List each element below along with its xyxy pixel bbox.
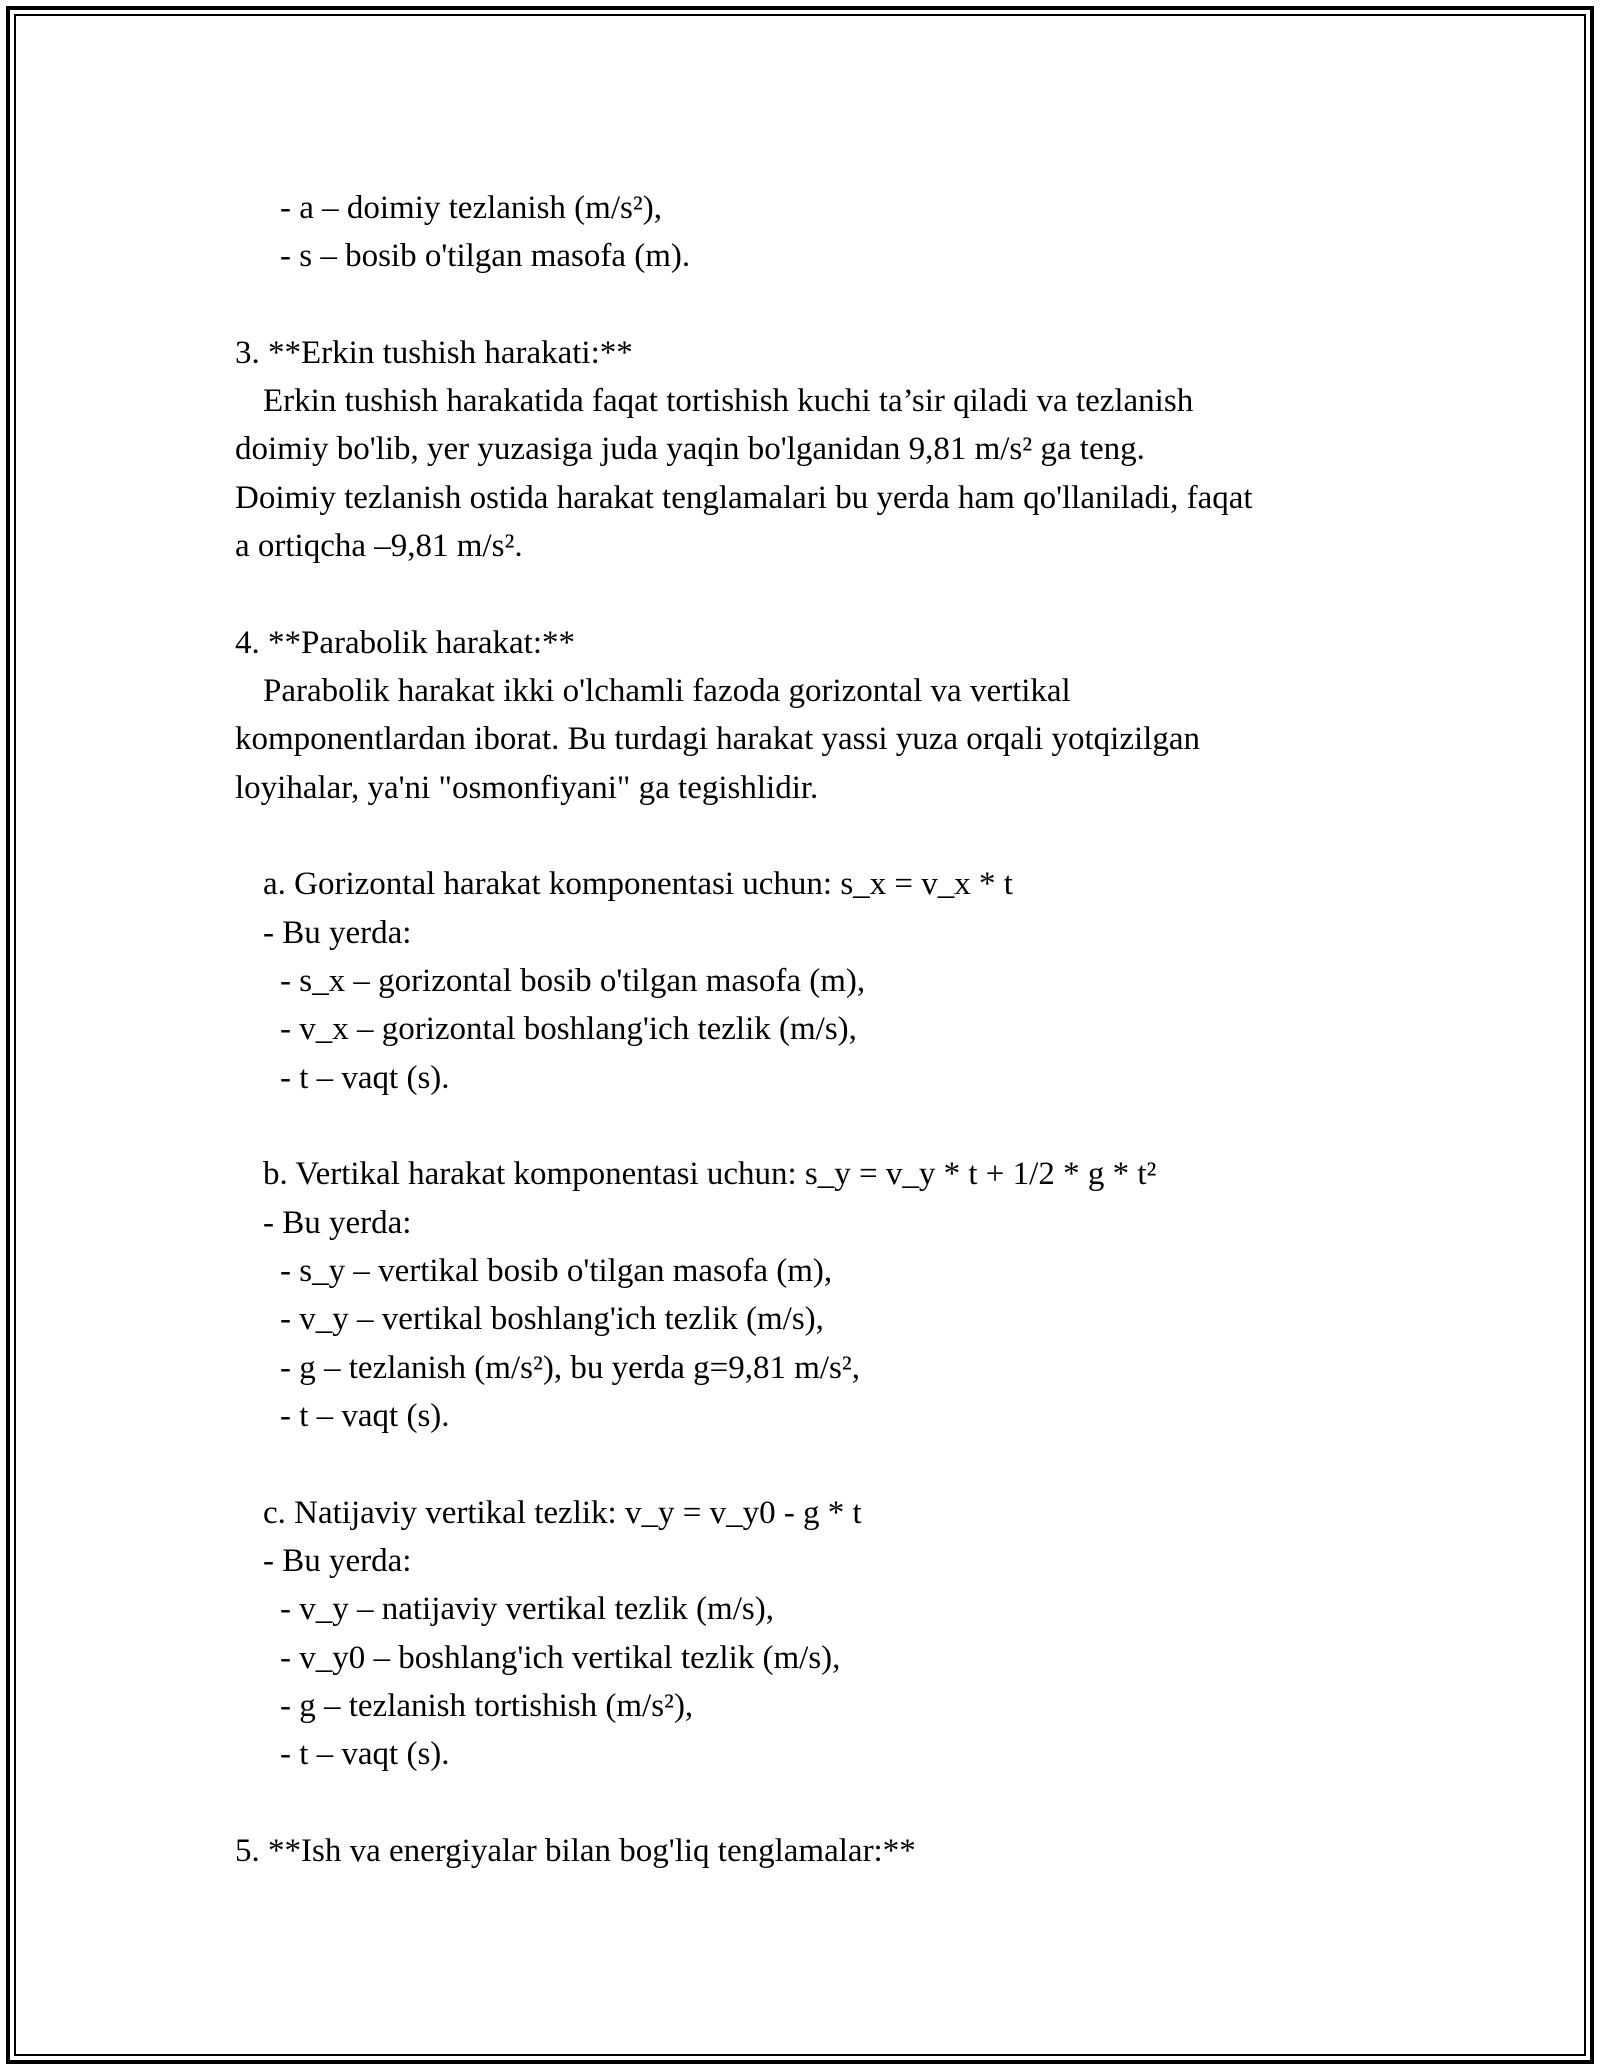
list-item: - g – tezlanish (m/s²), bu yerda g=9,81 m/s², — [280, 1350, 861, 1386]
list-item: - v_x – gorizontal boshlang'ich tezlik (m/s), — [280, 1011, 857, 1047]
list-item: - t – vaqt (s). — [280, 1398, 450, 1434]
subsection-heading: b. Vertikal harakat komponentasi uchun: s_y = v_y * t + 1/2 * g * t² — [263, 1156, 1157, 1192]
subsection-heading: a. Gorizontal harakat komponentasi uchun: s_x = v_x * t — [263, 866, 1013, 902]
text-line: Erkin tushish harakatida faqat tortishish kuchi ta’sir qiladi va tezlanish — [263, 383, 1194, 419]
text-line: - Bu yerda: — [263, 1543, 412, 1579]
text-line: Doimiy tezlanish ostida harakat tenglamalari bu yerda ham qo'llaniladi, faqat — [235, 480, 1253, 516]
list-item: - s_y – vertikal bosib o'tilgan masofa (m), — [280, 1253, 833, 1289]
list-item: - v_y – vertikal boshlang'ich tezlik (m/s), — [280, 1301, 824, 1337]
list-item: - v_y – natijaviy vertikal tezlik (m/s), — [280, 1591, 774, 1627]
text-line: - Bu yerda: — [263, 1205, 412, 1241]
section-heading: 4. **Parabolik harakat:** — [235, 625, 575, 661]
list-item: - t – vaqt (s). — [280, 1060, 450, 1096]
text-line: - a – doimiy tezlanish (m/s²), — [280, 190, 662, 226]
list-item: - v_y0 – boshlang'ich vertikal tezlik (m/s), — [280, 1640, 841, 1676]
text-line: loyihalar, ya'ni "osmonfiyani" ga tegishlidir. — [235, 770, 819, 806]
subsection-heading: c. Natijaviy vertikal tezlik: v_y = v_y0 - g * t — [263, 1495, 862, 1531]
list-item: - g – tezlanish tortishish (m/s²), — [280, 1688, 694, 1724]
text-line: doimiy bo'lib, yer yuzasiga juda yaqin bo'lganidan 9,81 m/s² ga teng. — [235, 431, 1145, 467]
text-line: komponentlardan iborat. Bu turdagi harakat yassi yuza orqali yotqizilgan — [235, 721, 1200, 757]
list-item: - t – vaqt (s). — [280, 1736, 450, 1772]
text-line: - Bu yerda: — [263, 915, 412, 951]
section-heading: 5. **Ish va energiyalar bilan bog'liq tenglamalar:** — [235, 1833, 916, 1869]
text-line: a ortiqcha –9,81 m/s². — [235, 528, 523, 564]
section-heading: 3. **Erkin tushish harakati:** — [235, 335, 633, 371]
list-item: - s_x – gorizontal bosib o'tilgan masofa (m), — [280, 963, 866, 999]
text-line: - s – bosib o'tilgan masofa (m). — [280, 238, 691, 274]
text-line: Parabolik harakat ikki o'lchamli fazoda gorizontal va vertikal — [263, 673, 1071, 709]
